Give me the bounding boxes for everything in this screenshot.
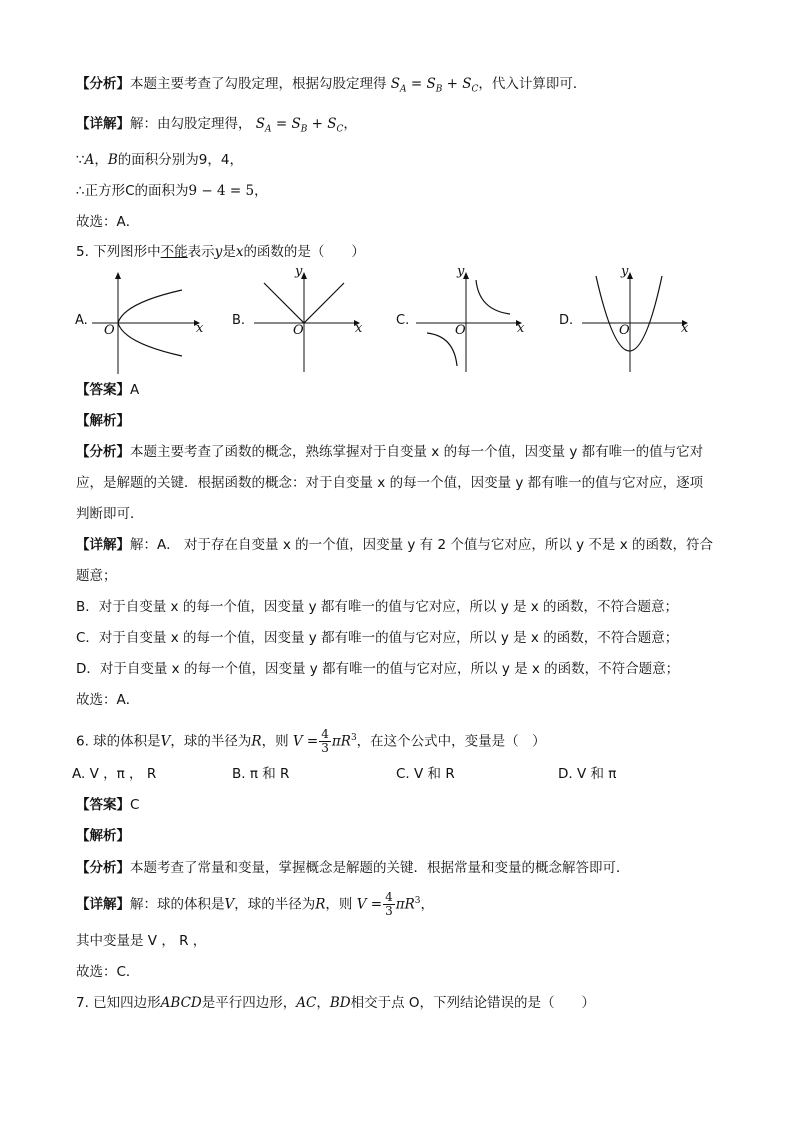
q7-stem-sep: ， [316,995,330,1011]
q6-detail-c: ，则 [325,896,353,913]
q5-analysis-3: 判断即可． [76,506,144,522]
q6-answer [76,795,139,815]
q6-stem-v: V [160,733,171,750]
q6-detail-frac-den: 3 [385,904,393,918]
q5-option-c-label: C. [396,313,410,328]
q5-stem-underlined: 不能 [160,244,188,260]
q5-detail-2: 题意； [76,568,117,584]
q6-detail-r: R [315,896,326,913]
q6-option-c: C. V 和 R [396,766,455,782]
q6-answer-value: C [130,797,140,813]
q5-analysis-1 [76,442,703,462]
q4-detail-formula: $S_A = S_B + S_C$ [255,116,344,135]
q5-b-y: y [295,264,303,279]
q4-therefore [76,181,268,201]
q6-stem-d: ，在这个公式中，变量是（ ） [356,733,546,750]
q5-d-y: y [621,264,629,279]
q6-option-d: D. V 和 π [558,766,617,782]
q6-stem-b: ，球的半径为 [170,733,252,750]
q6-stem [76,723,546,757]
q5-c-x: x [517,321,525,336]
analysis-tag: 【分析】 [76,76,130,92]
q4-analysis-text-b: ，代入计算即可． [478,76,587,92]
analysis-tag: 【分析】 [76,860,130,876]
q6-jiexi: 【解析】 [76,828,130,844]
q6-detail-formula-lhs: V = [356,896,383,913]
therefore-expr: 9 − 4 = 5 [188,183,255,199]
q6-detail-v: V [224,896,235,913]
q5-jiexi: 【解析】 [76,413,130,429]
q5-stem [76,242,365,262]
answer-tag: 【答案】 [76,797,130,813]
q7-stem-a: 7. 已知四边形 [76,995,161,1011]
q5-graph-c [412,268,532,378]
analysis-tag: 【分析】 [76,444,130,460]
q6-analysis-text: 本题考查了常量和变量，掌握概念是解题的关键．根据常量和变量的概念解答即可． [130,860,630,876]
q5-graph-d [578,268,698,378]
answer-tag: 【答案】 [76,382,130,398]
q6-option-b: B. π 和 R [232,766,290,782]
q5-option-d-label: D. [559,313,574,328]
q5-answer-value: A [130,382,140,398]
q5-detail-c: C．对于自变量 x 的每一个值，因变量 y 都有唯一的值与它对应，所以 y 是 x 的函数，不符合题意； [76,630,679,646]
q4-detail-text-a: 解：由勾股定理得， [130,116,252,132]
q5-detail-text-1: 解：A． 对于存在自变量 x 的一个值，因变量 y 有 2 个值与它对应，所以 y 不是 x 的函数，符合 [130,537,713,553]
since-b: B [107,152,118,168]
q5-stem-b: 表示 [187,244,215,260]
q6-formula-fraction [319,728,331,755]
q5-d-x: x [681,321,689,336]
q6-detail-formula-exp: 3 [414,896,421,906]
q6-options [72,764,716,784]
q6-formula-exp: 3 [350,733,357,743]
q6-frac-num: 4 [321,727,329,741]
q6-option-a: A. V ，π ， R [72,766,157,782]
q5-detail-1 [76,535,713,555]
q4-choose: 故选：A． [76,214,140,230]
q5-c-origin: O [455,323,466,338]
q7-stem-ac: AC [296,995,317,1011]
q6-frac-den: 3 [321,741,329,755]
q6-detail-b: ，球的半径为 [234,896,316,913]
q5-detail-b: B．对于自变量 x 的每一个值，因变量 y 都有唯一的值与它对应，所以 y 是 x 的函数，不符合题意； [76,599,679,615]
q4-detail [76,114,357,140]
q5-stem-d: 的函数的是（ ） [243,244,365,260]
since-symbol: ∵ [76,152,85,168]
q5-option-b-label: B. [232,313,246,328]
q6-detail-formula-rhs: πR [395,896,415,913]
q5-c-y: y [457,264,465,279]
q5-stem-y: y [214,244,223,260]
q6-detail-end: ， [420,896,434,913]
q5-b-x: x [355,321,363,336]
q7-stem [76,993,595,1013]
q5-analysis-text-1: 本题主要考查了函数的概念，熟练掌握对于自变量 x 的每一个值，因变量 y 都有唯一的值与它对 [130,444,704,460]
q5-a-origin: O [104,323,115,338]
q4-since [76,150,243,170]
q6-detail [76,886,434,920]
q6-stem-r: R [251,733,262,750]
q5-analysis-2: 应，是解题的关键．根据函数的概念：对于自变量 x 的每一个值，因变量 y 都有唯一的值与它对应，逐项 [76,475,704,491]
since-text: 的面积分别为9，4， [117,152,243,168]
q5-stem-a: 5. 下列图形中 [76,244,161,260]
q7-stem-c: 相交于点 O，下列结论错误的是（ ） [350,995,596,1011]
q6-detail-frac-num: 4 [385,890,393,904]
q4-pythag-formula: $S_A = S_B + S_C$ [390,76,479,95]
q4-analysis [76,74,586,100]
q7-stem-bd: BD [329,995,351,1011]
q6-stem-c: ，则 [261,733,289,750]
q6-detail-fraction [383,891,395,918]
q5-choose: 故选：A． [76,692,140,708]
q5-stem-x: x [235,244,244,260]
q6-formula-rhs: πR [331,733,351,750]
q5-answer [76,380,139,400]
therefore-text: ∴正方形C的面积为 [76,183,189,199]
q5-d-origin: O [619,323,630,338]
q7-stem-b: 是平行四边形， [201,995,297,1011]
q5-detail-d: D．对于自变量 x 的每一个值，因变量 y 都有唯一的值与它对应，所以 y 是 x 的函数，不符合题意； [76,661,680,677]
q6-choose: 故选：C． [76,964,140,980]
q5-stem-c: 是 [222,244,236,260]
q6-vars: 其中变量是 V ， R ， [76,933,207,949]
detail-tag: 【详解】 [76,896,130,913]
q5-b-origin: O [293,323,304,338]
q6-analysis [76,858,630,878]
detail-tag: 【详解】 [76,537,130,553]
q4-analysis-text-a: 本题主要考查了勾股定理，根据勾股定理得 [130,76,387,92]
since-sep: ， [94,152,108,168]
q6-detail-a: 解：球的体积是 [130,896,225,913]
detail-tag: 【详解】 [76,116,130,132]
q5-graph-b [250,268,370,378]
therefore-end: ， [254,183,268,199]
q6-stem-a: 6. 球的体积是 [76,733,161,750]
q4-detail-text-b: ， [343,116,357,132]
since-a: A [84,152,95,168]
q6-formula-lhs: V = [292,733,319,750]
q7-stem-abcd: ABCD [160,995,202,1011]
q5-a-x: x [196,321,204,336]
q5-option-a-label: A. [75,313,88,328]
